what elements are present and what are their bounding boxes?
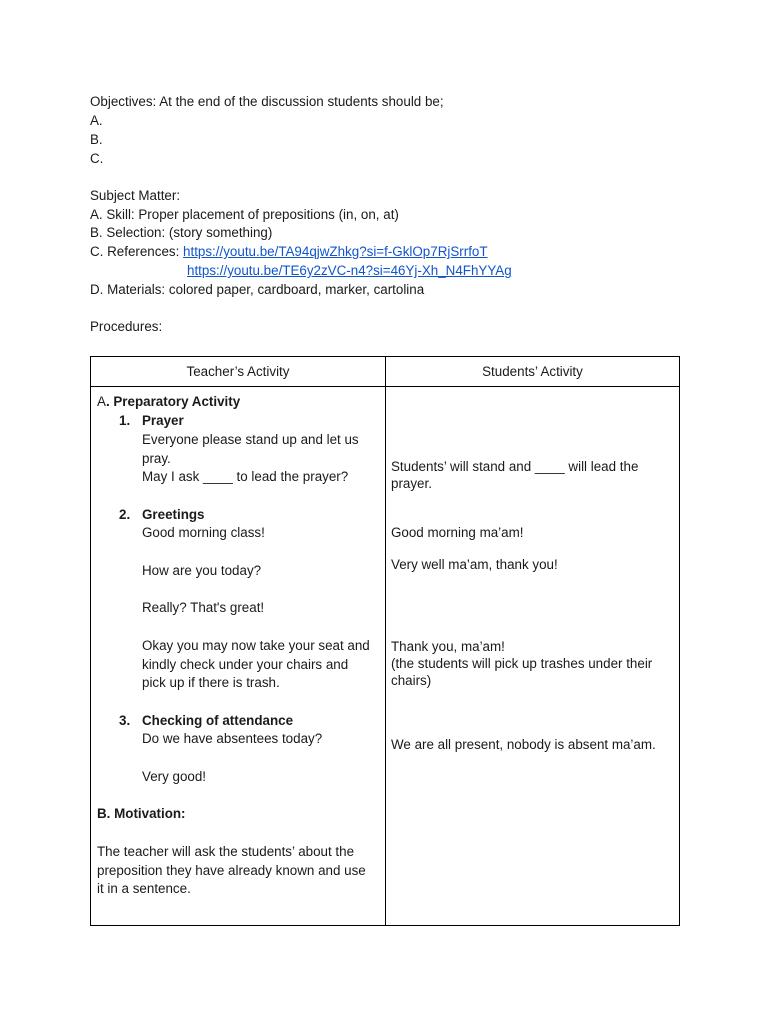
greeting-line-4b: kindly check under your chairs and — [142, 657, 349, 672]
student-prayer-line-1: Students’ will stand and ____ will lead the — [391, 459, 639, 474]
greeting-line-2: How are you today? — [142, 563, 262, 578]
greeting-line-1: Good morning class! — [142, 525, 265, 540]
attendance-line-2: Very good! — [142, 769, 207, 784]
student-prayer-line-2: prayer. — [391, 476, 432, 491]
prayer-title: Prayer — [142, 413, 184, 428]
greetings-title: Greetings — [142, 507, 205, 522]
prayer-line-3: May I ask ____ to lead the prayer? — [142, 469, 349, 484]
greeting-line-4c: pick up if there is trash. — [142, 675, 280, 690]
attendance-number: 3. — [119, 713, 131, 728]
reference-link-2[interactable]: https://youtu.be/TE6y2zVC-n4?si=46Yj-Xh_N4FhYYAg — [187, 263, 512, 278]
teacher-activity-cell — [91, 387, 386, 926]
attendance-title: Checking of attendance — [142, 713, 294, 728]
objective-c: C. — [90, 151, 104, 166]
student-greeting-2: Very well ma’am, thank you! — [391, 557, 558, 572]
subject-references — [90, 242, 488, 261]
students-activity-cell — [386, 387, 680, 926]
students-activity-header: Students’ Activity — [386, 357, 680, 387]
student-seat-line-3: chairs) — [391, 673, 432, 688]
student-greeting-1: Good morning ma’am! — [391, 525, 524, 540]
prayer-number: 1. — [119, 413, 131, 428]
section-a-title: . Preparatory Activity — [105, 394, 241, 409]
prayer-line-2: pray. — [142, 451, 171, 466]
references-label: C. References: — [90, 244, 184, 259]
subject-selection: B. Selection: (story something) — [90, 225, 273, 240]
greeting-line-3: Really? That's great! — [142, 600, 265, 615]
objective-a: A. — [90, 113, 103, 128]
subject-skill: A. Skill: Proper placement of prepositions (in, on, at) — [90, 207, 399, 222]
section-a-letter: A — [97, 394, 106, 409]
section-a-heading — [97, 393, 240, 412]
attendance-line-1: Do we have absentees today? — [142, 731, 323, 746]
student-attendance: We are all present, nobody is absent ma’am. — [391, 737, 656, 752]
objectives-intro: Objectives: At the end of the discussion students should be; — [90, 94, 444, 109]
prayer-line-1: Everyone please stand up and let us — [142, 432, 359, 447]
procedures-table — [90, 356, 680, 926]
greeting-line-4a: Okay you may now take your seat and — [142, 638, 370, 653]
objective-b: B. — [90, 132, 103, 147]
motivation-line-2: preposition they have already known and use — [97, 863, 366, 878]
subject-matter-title: Subject Matter: — [90, 188, 181, 203]
motivation-title: B. Motivation: — [97, 806, 186, 821]
subject-materials: D. Materials: colored paper, cardboard, marker, cartolina — [90, 282, 425, 297]
student-seat-line-1: Thank you, ma’am! — [391, 639, 505, 654]
reference-link-1[interactable]: https://youtu.be/TA94qjwZhkg?si=f-GklOp7RjSrrfoT — [183, 244, 488, 259]
teacher-activity-header: Teacher’s Activity — [91, 357, 386, 387]
procedures-title: Procedures: — [90, 319, 163, 334]
motivation-line-1: The teacher will ask the students’ about the — [97, 844, 355, 859]
student-seat-line-2: (the students will pick up trashes under their — [391, 656, 653, 671]
subject-references-2 — [187, 261, 512, 280]
greetings-number: 2. — [119, 507, 131, 522]
motivation-line-3: it in a sentence. — [97, 881, 191, 896]
